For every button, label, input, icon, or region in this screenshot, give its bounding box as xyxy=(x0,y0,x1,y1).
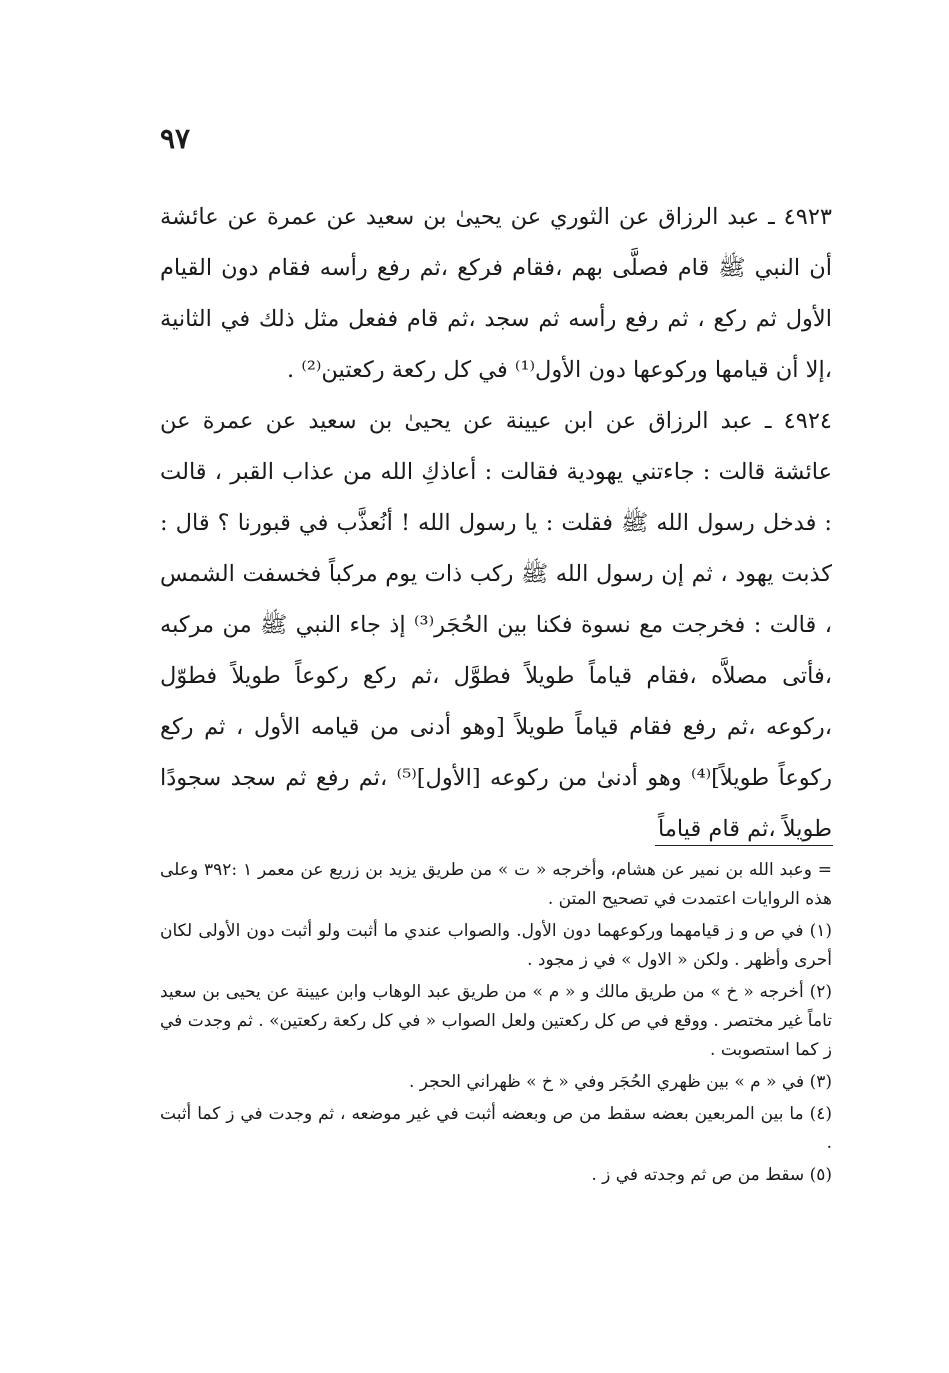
footnote-5: (٥) سقط من ص ثم وجدته في ز . xyxy=(591,1165,832,1185)
main-text xyxy=(160,192,832,855)
footnote-continuation: = وعبد الله بن نمير عن هشام، وأخرجه « ت » من طريق يزيد بن زريع عن معمر ١ :٣٩٢ وعلى هذه الروايات اعتمدت في تصحيح المتن . xyxy=(160,860,832,909)
page-number: ٩٧ xyxy=(160,122,191,155)
footnote-1: (١) في ص و ز قيامهما وركوعهما دون الأول. والصواب عندي ما أثبت ولو أثبت دون الأولى لكان أحرى وأظهر . ولكن « الاول » في ز مجود . xyxy=(160,921,832,970)
footnotes xyxy=(160,856,832,1193)
footnote-4: (٤) ما بين المربعين بعضه سقط من ص وبعضه أثبت في غير موضعه ، ثم وجدت في ز كما أثبت . xyxy=(160,1104,832,1153)
footnote-separator xyxy=(655,845,833,846)
footnote-2: (٢) أخرجه « خ » من طريق مالك و « م » من طريق عبد الوهاب وابن عيينة عن يحيى بن سعيد تاماً غير مختصر . ووقع في ص كل ركعتين ولعل الصواب « في كل ركعة ركعتين» . ثم وجدت في ز كما استصوبت . xyxy=(160,982,832,1060)
hadith-4924: ٤٩٢٤ ـ عبد الرزاق عن ابن عيينة عن يحيىٰ بن سعيد عن عمرة عن عائشة قالت : جاءتني يهودية فقالت : أعاذكِ الله من عذاب القبر ، قالت : فدخل رسول الله ﷺ فقلت : يا رسول الله ! أنُعذَّب في قبورنا ؟ قال : كذبت يهود ، ثم إن رسول الله ﷺ ركب ذات يوم مركباً فخسفت الشمس ، قالت : فخرجت مع نسوة فكنا بين الحُجَر⁽³⁾ إذ جاء النبي ﷺ من مركبه ،فأتى مصلاَّه ،فقام قياماً طويلاً فطوَّل ،ثم ركع ركوعاً طويلاً فطوّل ،ركوعه ،ثم رفع فقام قياماً طويلاً [وهو أدنى من قيامه الأول ، ثم ركع ركوعاً طويلاً]⁽⁴⁾ وهو أدنىٰ من ركوعه [الأول]⁽⁵⁾ ،ثم رفع ثم سجد سجودًا طويلاً ،ثم قام قياماً xyxy=(160,408,832,842)
footnote-3: (٣) في « م » بين ظهري الحُجَر وفي « خ » ظهراني الحجر . xyxy=(408,1072,832,1092)
hadith-4923: ٤٩٢٣ ـ عبد الرزاق عن الثوري عن يحيىٰ بن سعيد عن عمرة عن عائشة أن النبي ﷺ قام فصلَّى بهم ،فقام فركع ،ثم رفع رأسه فقام دون القيام الأول ثم ركع ، ثم رفع رأسه ثم سجد ،ثم قام ففعل مثل ذلك في الثانية ،إلا أن قيامها وركوعها دون الأول⁽¹⁾ في كل ركعة ركعتين⁽²⁾ . xyxy=(160,204,832,383)
